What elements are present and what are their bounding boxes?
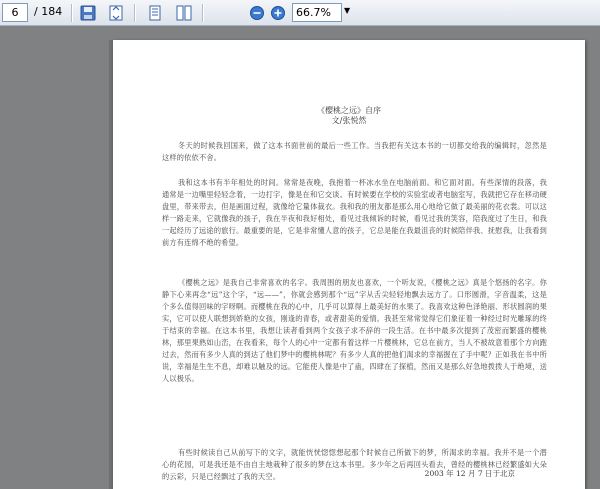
two-page-icon [176,5,192,21]
toolbar-separator [71,4,73,22]
document-date: 2003 年 12 月 7 日于北京 [424,469,515,478]
page-total: / 184 [34,5,63,18]
chevron-down-icon[interactable]: ▼ [344,6,351,15]
zoom-out-button[interactable] [247,3,267,23]
floppy-disk-icon [80,5,96,21]
document-viewer[interactable] [0,26,600,489]
document-page [113,40,585,489]
zoom-out-icon [249,5,265,21]
toolbar-separator [202,4,204,22]
document-author: 文/张悦然 [331,116,367,125]
fit-page-button[interactable] [106,3,126,23]
paragraph: 《樱桃之远》是我自己非常喜欢的名字。我周围的朋友也喜欢，一个听友说，《樱桃之远》真是个悠扬的名字。你静下心来再念“远”这个字，“远——”，你就会感到那个“远”字从舌尖轻轻地飘去远方了。口形圆滑，字音温柔，这是个多么值得回味的字呀啊。而樱桃在我的心中，几乎可以算得上最美好的水果了。我喜欢这种色泽艳丽、形状圆润的果实，它可以使人联想到娇艳的女孩，刚逢的青春，或者甜美的爱情。我甚至常常觉得它们象征着一种经过时光雕琢的终于结束的幸福。在这本书里，我想让读者看到两个女孩子求不辞的一段生活。在书中最多次提到了茂密而繁盛的樱桃林，那里果熟如山峦，在我看来，每个人的心中一定都有着这样一片樱桃林，它总在前方，当人不被故意着那个方向跑过去，然而有多少人真的到达了他们梦中的樱桃林呢？有多少人真的把他们渴求的幸福握在了手中呢？正如我在书中所说，幸福是生生不息，却难以触及的远。它能使人像是中了蛊，四肆在了探植，然而又是那么好急地拨拨人于绝境，送人以极乐。 [162,278,547,383]
zoom-in-icon [270,5,286,21]
document-title: 《樱桃之远》自序 [317,106,381,115]
paragraph: 我和这本书有半年相处的时间。常常是夜晚，我抱着一杯冰水坐在电脑前面。和它面对面。有些深情的段落，我通常是一边嘴里轻轻念着，一边打字，像是在和它交谈。有时候要在学校的实验室或者电脑室写，我就把它存在移动硬盘里，带来带去，但是画面过程，就像给它量体裁衣。我和我的朋友都是那么用心地给它做了最美丽的花衣裳。可以这样一路走来，它就像我的孩子，我在半夜和我好相处，看见过我倾诉的时候，看见过我的笑容，陪我度过了生日，和我一起经历了远途的旅行。最重要的是，它是非常懂人意的孩子，它总是能在我最沮丧的时候陪伴我、抚慰我，让我看到前方有连绵不绝的希望。 [162,178,547,247]
fit-page-icon [108,5,124,21]
page-number-input[interactable]: 6 [2,3,28,22]
zoom-level-input[interactable]: 66.7% [292,3,342,22]
two-page-button[interactable] [174,3,194,23]
single-page-button[interactable] [145,3,165,23]
paragraph: 冬天的时候我回国来，做了这本书面世前的最后一些工作。当我把有关这本书的一切都交给我的编辑时，忽然是这样的依依不舍。 [162,141,547,162]
toolbar [0,0,600,26]
save-button[interactable] [78,3,98,23]
zoom-in-button[interactable] [268,3,288,23]
paragraph: 有些时候读自己从前写下的文字，就能恍恍惚惚想起那个时候自己所做下的梦，所渴求的幸福。我并不是一个潜心的花园，可是我还是不由自主地栽种了很多的梦在这本书里。多少年之后再回头看去，曾经的樱桃林已经繁盛如大朵的云彩，只是已经飘过了我的天空。 [162,448,547,481]
toolbar-separator [134,4,136,22]
single-page-icon [147,5,163,21]
